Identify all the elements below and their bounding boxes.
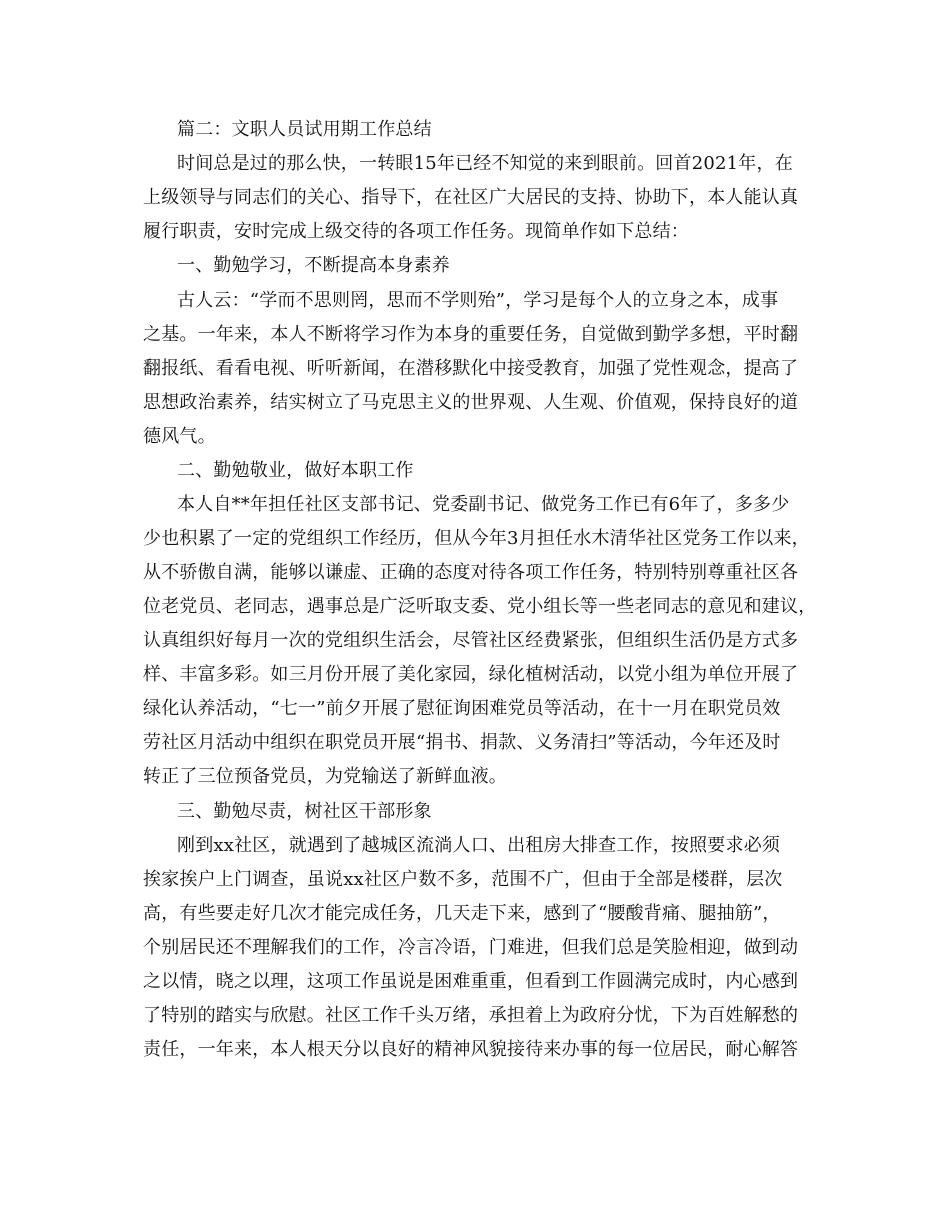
section-title: 篇二：文职人员试用期工作总结 xyxy=(177,119,432,140)
paragraph-line: 样、丰富多彩。如三月份开展了美化家园，绿化植树活动，以党小组为单位开展了 xyxy=(143,664,799,685)
paragraph-line: 高，有些要走好几次才能完成任务，几天走下来，感到了“腰酸背痛、腿抽筋”， xyxy=(143,903,781,924)
paragraph-line: 上级领导与同志们的关心、指导下，在社区广大居民的支持、协助下，本人能认真 xyxy=(143,187,799,208)
paragraph-line: 劳社区月活动中组织在职党员开展“捐书、捐款、义务清扫”等活动，今年还及时 xyxy=(143,732,781,753)
paragraph-line: 位老党员、老同志，遇事总是广泛听取支委、党小组长等一些老同志的意见和建议， xyxy=(143,596,817,617)
subheading: 二、勤勉敬业，做好本职工作 xyxy=(177,460,414,481)
paragraph-line: 了特别的踏实与欣慰。社区工作千头万绪，承担着上为政府分忧，下为百姓解愁的 xyxy=(143,1005,799,1026)
paragraph-line: 个别居民还不理解我们的工作，冷言冷语，门难进，但我们总是笑脸相迎，做到动 xyxy=(143,937,799,958)
paragraph-line: 履行职责，安时完成上级交待的各项工作任务。现简单作如下总结： xyxy=(143,221,689,242)
paragraph-line: 转正了三位预备党员，为党输送了新鲜血液。 xyxy=(143,766,507,787)
paragraph-line: 绿化认养活动，“七一”前夕开展了慰征询困难党员等活动，在十一月在职党员效 xyxy=(143,698,781,719)
paragraph-line: 之基。一年来，本人不断将学习作为本身的重要任务，自觉做到勤学多想，平时翻 xyxy=(143,324,799,345)
paragraph-line: 思想政治素养，结实树立了马克思主义的世界观、人生观、价值观，保持良好的道 xyxy=(143,392,799,413)
paragraph-line: 挨家挨户上门调查，虽说xx社区户数不多，范围不广，但由于全部是楼群，层次 xyxy=(143,869,783,890)
paragraph-line: 之以情，晓之以理，这项工作虽说是困难重重，但看到工作圆满完成时，内心感到 xyxy=(143,971,799,992)
paragraph-line: 从不骄傲自满，能够以谦虚、正确的态度对待各项工作任务，特别特别尊重社区各 xyxy=(143,562,799,583)
paragraph-line: 认真组织好每月一次的党组织生活会，尽管社区经费紧张，但组织生活仍是方式多 xyxy=(143,630,799,651)
paragraph-line: 德风气。 xyxy=(143,426,216,447)
paragraph-line: 责任，一年来，本人根天分以良好的精神风貌接待来办事的每一位居民，耐心解答 xyxy=(143,1039,799,1060)
subheading: 三、勤勉尽责，树社区干部形象 xyxy=(177,801,432,822)
paragraph-line: 少也积累了一定的党组织工作经历，但从今年3月担任水木清华社区党务工作以来， xyxy=(143,528,810,549)
paragraph-line: 古人云：“学而不思则罔，思而不学则殆”，学习是每个人的立身之本，成事 xyxy=(177,290,779,311)
subheading: 一、勤勉学习，不断提高本身素养 xyxy=(177,255,450,276)
paragraph-line: 时间总是过的那么快，一转眼15年已经不知觉的来到眼前。回首2021年，在 xyxy=(177,153,793,174)
paragraph-line: 刚到xx社区，就遇到了越城区流淌人口、出租房大排查工作，按照要求必须 xyxy=(177,835,781,856)
paragraph-line: 本人自**年担任社区支部书记、党委副书记、做党务工作已有6年了，多多少 xyxy=(177,494,790,515)
paragraph-line: 翻报纸、看看电视、听听新闻，在潜移默化中接受教育，加强了党性观念，提高了 xyxy=(143,358,799,379)
